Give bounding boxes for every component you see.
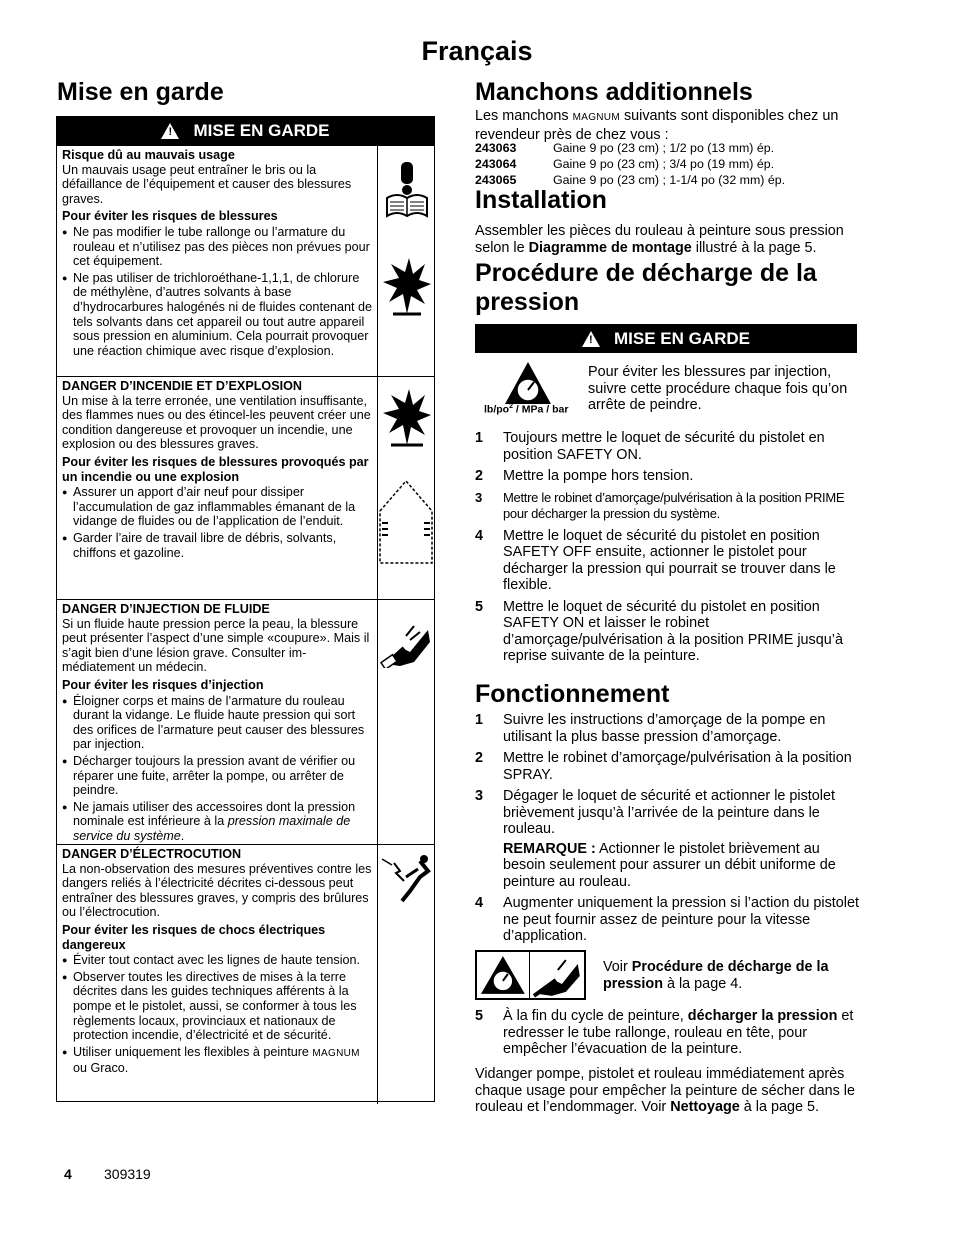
bullet-text: Ne jamais utiliser des accessoires dont la pression nominale est inférieure à la [73, 799, 356, 829]
see-icons [475, 950, 586, 1000]
brand-name: MAGNUM [312, 1047, 360, 1059]
explosion-icon [383, 258, 431, 316]
section-body: Si un fluide haute pression perce la peau, la blessure peut présenter l’aspect d’une simple «coupure». Mais il s’agit bien d’une lésion grave. Consulter im-médiatement un médecin. [62, 616, 370, 675]
step-text: Mettre le loquet de sécurité du pistolet en position SAFETY ON et laisser le robinet d’amorçage/pulvérisation à la position PRIME jusqu’à reprise suivante de la peinture. [503, 598, 843, 664]
bullet-item [73, 1045, 373, 1076]
step-number: 1 [475, 712, 484, 728]
step-number: 2 [475, 750, 484, 766]
gauge-label-a: lb/po [484, 403, 510, 416]
warning-bar-label: MISE EN GARDE [613, 328, 751, 348]
closing-paragraph [475, 1066, 860, 1116]
gauge-label-b: / MPa / bar [512, 403, 569, 416]
fire-icons [377, 376, 434, 600]
bullet-item: ● Observer toutes les directives de mises à la terre décrites dans les guides techniques afférents à la pompe et le pistolet, aussi, se conformer à tous les règlements locaux, provinciaux et nationaux de protection incendie, d’électricité et de sécurité. [73, 970, 373, 1043]
section-body: Un mauvais usage peut entraîner le bris ou la défaillance de l’équipement et causer des blessures graves. [62, 162, 352, 206]
step-text: Augmenter uniquement la pression si l’action du pistolet ne peut fournir assez de peinture pour la vitesse d’application. [503, 895, 859, 944]
electrocution-icons [377, 844, 434, 1104]
intro-text: Les manchons [475, 108, 573, 124]
see-link-text: Procédure de décharge de la pression [603, 959, 829, 992]
injection-hand-icon [380, 618, 432, 668]
warning-table [56, 145, 435, 1102]
intro-text-end: suivants sont disponibles chez un revendeur près de chez vous : [475, 108, 839, 143]
warning-bar-right [475, 324, 857, 353]
bullet-item [73, 800, 373, 844]
gauge-label [484, 403, 568, 416]
step-text: À la fin du cycle de peinture, [503, 1008, 688, 1024]
manual-warning-icon [383, 158, 431, 218]
mise-en-garde-heading: Mise en garde [57, 78, 224, 106]
part-row [475, 140, 860, 156]
step-item [475, 1008, 860, 1058]
section-body: La non-observation des mesures préventives contre les dangers reliés à l’électricité décrites ci-dessous peut entraîner des blessures graves, y compris des brûlures ou l’électrocution. [62, 861, 372, 920]
step-item [475, 528, 860, 594]
page-number: 4 [64, 1166, 72, 1182]
pressure-gauge-icon [503, 360, 553, 406]
warning-triangle-icon: ! [582, 331, 600, 347]
pressure-steps [475, 430, 860, 670]
installation-text-b: illustré à la page 5. [691, 239, 817, 256]
step-item [475, 788, 860, 890]
sleeves-intro [475, 108, 860, 143]
pressure-heading: Procédure de décharge de la pression [475, 259, 817, 316]
doc-number: 309319 [104, 1166, 151, 1182]
operation-heading: Fonctionnement [475, 680, 670, 708]
section-subtitle: Pour éviter les risques de blessures [62, 209, 278, 224]
note-label: REMARQUE : [503, 840, 596, 857]
section-subtitle: Pour éviter les risques de chocs électriques dangereux [62, 922, 326, 952]
step-item [475, 430, 860, 463]
installation-text [475, 223, 860, 256]
installation-heading: Installation [475, 186, 607, 214]
brand-name: MAGNUM [572, 112, 620, 123]
step-item [475, 599, 860, 665]
step-text: Suivre les instructions d’amorçage de la pompe en utilisant la plus basse pression d’amorçage. [503, 712, 826, 745]
step-number: 3 [475, 489, 482, 505]
step-text: Toujours mettre le loquet de sécurité du pistolet en position SAFETY ON. [503, 430, 825, 463]
step-text: Dégager le loquet de sécurité et actionner le pistolet brièvement jusqu’à l’arrivée de la peinture dans le rouleau. [503, 788, 835, 837]
part-number: 243063 [475, 141, 517, 155]
step-number: 2 [475, 468, 484, 484]
see-text-a: Voir [603, 959, 632, 975]
section-subtitle: Pour éviter les risques d’injection [62, 677, 264, 692]
bullet-item: ● Éloigner corps et mains de l’armature du rouleau durant la vidange. Le fluide haute pression qui sort des orifices de l’armature peut causer des blessures par injection. [73, 694, 373, 752]
misuse-section [57, 146, 377, 376]
sleeves-heading: Manchons additionnels [475, 78, 753, 106]
section-title: DANGER D’INCENDIE ET D’EXPLOSION [62, 379, 303, 393]
misuse-icons [377, 146, 434, 376]
pressure-warning-text: Pour éviter les blessures par injection, suivre cette procédure chaque fois qu’on arrête de peindre. [588, 364, 848, 413]
bullet-end: ou Graco. [73, 1061, 129, 1076]
step-text: Mettre le loquet de sécurité du pistolet en position SAFETY OFF ensuite, actionner le pistolet pour décharger la pression qui pourrait se trouver dans le flexible. [503, 527, 836, 593]
operation-step-5 [475, 1008, 860, 1063]
house-ventilation-icon [378, 477, 434, 565]
step-number: 3 [475, 788, 484, 804]
injection-hand-icon [530, 952, 584, 998]
step-item [475, 468, 860, 485]
bullet-item: ● Décharger toujours la pression avant de vérifier ou réparer une fuite, arrêter la pompe, ou arrêter de peindre. [73, 754, 373, 798]
warning-bar-left [56, 116, 435, 145]
warning-triangle-icon: ! [161, 123, 179, 139]
bullet-item: ● Garder l’aire de travail libre de débris, solvants, chiffons et gazoline. [73, 531, 373, 560]
section-title: DANGER D’INJECTION DE FLUIDE [62, 602, 270, 616]
note-text: Actionner le pistolet brièvement au besoin seulement pour assurer un débit uniforme de peinture au rouleau. [503, 840, 836, 890]
part-description: Gaine 9 po (23 cm) ; 1-1/4 po (32 mm) ép. [553, 173, 786, 187]
bullet-item: ● Éviter tout contact avec les lignes de haute tension. [73, 953, 373, 968]
step-number: 5 [475, 598, 484, 615]
bullet-item: ● Ne pas modifier le tube rallonge ou l’armature du rouleau et n’utilisez pas des pièces non prévues pour cet équipement. [73, 225, 373, 269]
part-description: Gaine 9 po (23 cm) ; 1/2 po (13 mm) ép. [553, 141, 775, 155]
part-row [475, 156, 860, 172]
part-number: 243064 [475, 157, 517, 171]
part-description: Gaine 9 po (23 cm) ; 3/4 po (19 mm) ép. [553, 157, 775, 171]
section-title: Risque dû au mauvais usage [62, 148, 235, 162]
injection-section [57, 599, 377, 845]
step-text-end: et redresser le tube rallonge, rouleau en tête, pour empêcher l’évacuation de la peinture. [503, 1008, 854, 1057]
operation-steps [475, 712, 860, 950]
parts-list [475, 140, 860, 188]
step-text: Mettre le robinet d’amorçage/pulvérisation à la position SPRAY. [503, 750, 852, 783]
step-number: 1 [475, 430, 484, 446]
installation-text-a: Assembler les pièces du rouleau à peinture sous pression selon le [475, 223, 844, 256]
bullet-end: . [180, 828, 185, 843]
injection-icons [377, 599, 434, 845]
step-text-bold: décharger la pression [687, 1008, 838, 1024]
pressure-gauge-icon [477, 952, 529, 998]
step-number: 5 [475, 1008, 484, 1024]
step-text: Mettre la pompe hors tension. [503, 468, 694, 484]
installation-link-text: Diagramme de montage [528, 239, 692, 256]
fire-explosion-section [57, 376, 377, 600]
electrocution-icon [380, 851, 432, 903]
step-item [475, 712, 860, 745]
warning-bar-label: MISE EN GARDE [193, 120, 330, 140]
step-item [475, 490, 860, 523]
step-item [475, 750, 860, 783]
closing-text: Vidanger pompe, pistolet et rouleau immédiatement après chaque usage pour empêcher la peinture de sécher dans le rouleau et l’endommager. Voir [475, 1066, 856, 1115]
section-body: Un mise à la terre erronée, une ventilation insuffisante, des flammes nues ou des étincel-les peuvent créer une condition dangereuse et provoquer un incendie, une explosion ou des blessures graves. [62, 393, 371, 452]
step-number: 4 [475, 895, 484, 911]
section-title: DANGER D’ÉLECTROCUTION [62, 847, 242, 861]
part-number: 243065 [475, 173, 517, 187]
step-number: 4 [475, 527, 484, 544]
bullet-item: ● Ne pas utiliser de trichloroéthane-1,1,1, de chlorure de méthylène, d’autres solvants à base d’hydrocarbures halogénés ni de fluides contenant de tels solvants dans cet appareil ou tout autre appareil sous pression en aluminium. Cela pourrait provoquer une réaction chimique avec risque d’explosion. [73, 271, 373, 359]
bullet-text: Utiliser uniquement les flexibles à peinture [73, 1044, 313, 1059]
step-item [475, 895, 860, 945]
page-title: Français [421, 36, 533, 66]
section-subtitle: Pour éviter les risques de blessures provoqués par un incendie ou une explosion [62, 454, 369, 484]
step-text: Mettre le robinet d’amorçage/pulvérisation à la position PRIME pour décharger la pression du système. [503, 489, 845, 521]
bullet-item: ● Assurer un apport d’air neuf pour dissiper l’accumulation de gaz inflammables émanant de la vidange de fluides ou de l’application de l’enduit. [73, 485, 373, 529]
bullet-italic: pression maximale de service du système [73, 814, 351, 843]
closing-text-end: à la page 5. [739, 1099, 819, 1115]
see-text-b: à la page 4. [662, 975, 743, 992]
note [503, 841, 860, 891]
see-reference [603, 959, 833, 992]
fire-explosion-icon [383, 387, 431, 447]
closing-link-text: Nettoyage [670, 1099, 740, 1115]
gauge-label-sup: 2 [509, 403, 513, 410]
electrocution-section [57, 844, 377, 1104]
